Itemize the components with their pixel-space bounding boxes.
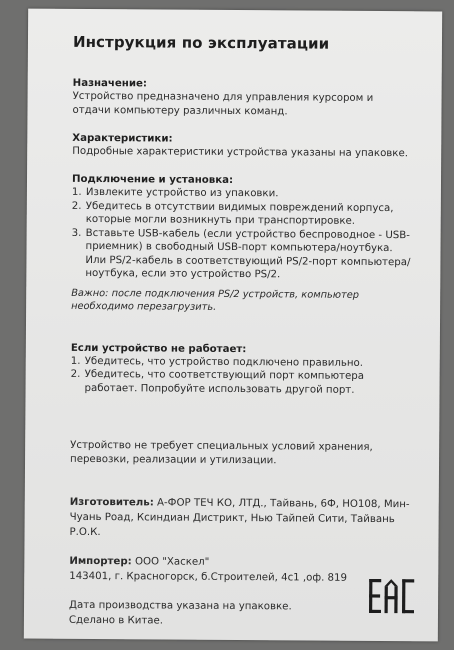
step-text: Убедитесь в отсутствии видимых повреждений корпуса, которые могли возникнуть при транспортировке. — [85, 200, 394, 227]
eac-icon — [368, 577, 416, 615]
step-text: Вставьте USB-кабель (если устройство беспроводное - USB-приемник) в свободный USB-порт компьютера/ноутбука. Или PS/2-кабель в соответствующий PS/2-порт компьютера/ноутбука, если это устройство PS/2. — [85, 227, 411, 281]
step-number: 2. — [71, 200, 82, 212]
importer-block — [69, 554, 409, 586]
step-number: 1. — [70, 355, 81, 367]
made-in: Сделано в Китае. — [68, 614, 164, 627]
importer-label: Импортер: — [69, 555, 132, 568]
step-text: Убедитесь, что устройство подключено правильно. — [84, 355, 364, 369]
purpose-section — [72, 77, 412, 120]
troubleshoot-heading: Если устройство не работает: — [70, 342, 247, 355]
purpose-text: Устройство предназначено для управления курсором и отдачи компьютеру различных команд. — [72, 90, 374, 118]
manufacturer-text: А-ФОР ТЕЧ КО, ЛТД., Тайвань, 6Ф, НО108, Мин-Чуань Роад, Ксиндиан Дистрикт, Нью Тайпей Сити, Тайвань Р.О.К. — [69, 497, 410, 539]
step-number: 3. — [71, 227, 82, 239]
characteristics-section — [72, 132, 412, 161]
troubleshoot-steps — [71, 354, 411, 397]
step-number: 1. — [71, 186, 82, 198]
importer-address: 143401, г. Красногорск, б.Строителей, 4с1 ,оф. 819 — [69, 570, 348, 584]
troubleshoot-section — [71, 341, 411, 397]
manufacturer-block — [69, 495, 409, 542]
important-note: Важно: после подключения PS/2 устройств, компьютер необходимо перезагрузить. — [71, 287, 360, 313]
production-date: Дата производства указана на упаковке. — [69, 599, 292, 613]
step-number: 2. — [70, 368, 81, 380]
footer-block — [69, 598, 409, 630]
purpose-heading: Назначение: — [72, 77, 148, 90]
characteristics-text: Подробные характеристики устройства указаны на упаковке. — [72, 145, 409, 160]
step-text: Убедитесь, что соответствующий порт компьютера работает. Попробуйте использовать другой порт. — [84, 368, 365, 396]
manufacturer-label: Изготовитель: — [69, 496, 154, 509]
connection-heading: Подключение и установка: — [71, 173, 234, 186]
connection-steps — [71, 186, 412, 283]
document-title: Инструкция по эксплуатации — [72, 32, 330, 53]
instruction-sheet — [24, 9, 442, 642]
list-item — [72, 199, 412, 228]
connection-section — [71, 173, 412, 316]
sheet-content — [69, 33, 413, 630]
list-item — [71, 226, 411, 282]
importer-name: ООО "Хаскел" — [134, 556, 210, 568]
storage-text: Устройство не требует специальных условий хранения, перевозки, реализации и утилизации. — [70, 439, 373, 467]
characteristics-heading: Характеристики: — [72, 132, 173, 145]
list-item — [71, 368, 411, 397]
step-text: Извлеките устройство из упаковки. — [85, 186, 279, 200]
